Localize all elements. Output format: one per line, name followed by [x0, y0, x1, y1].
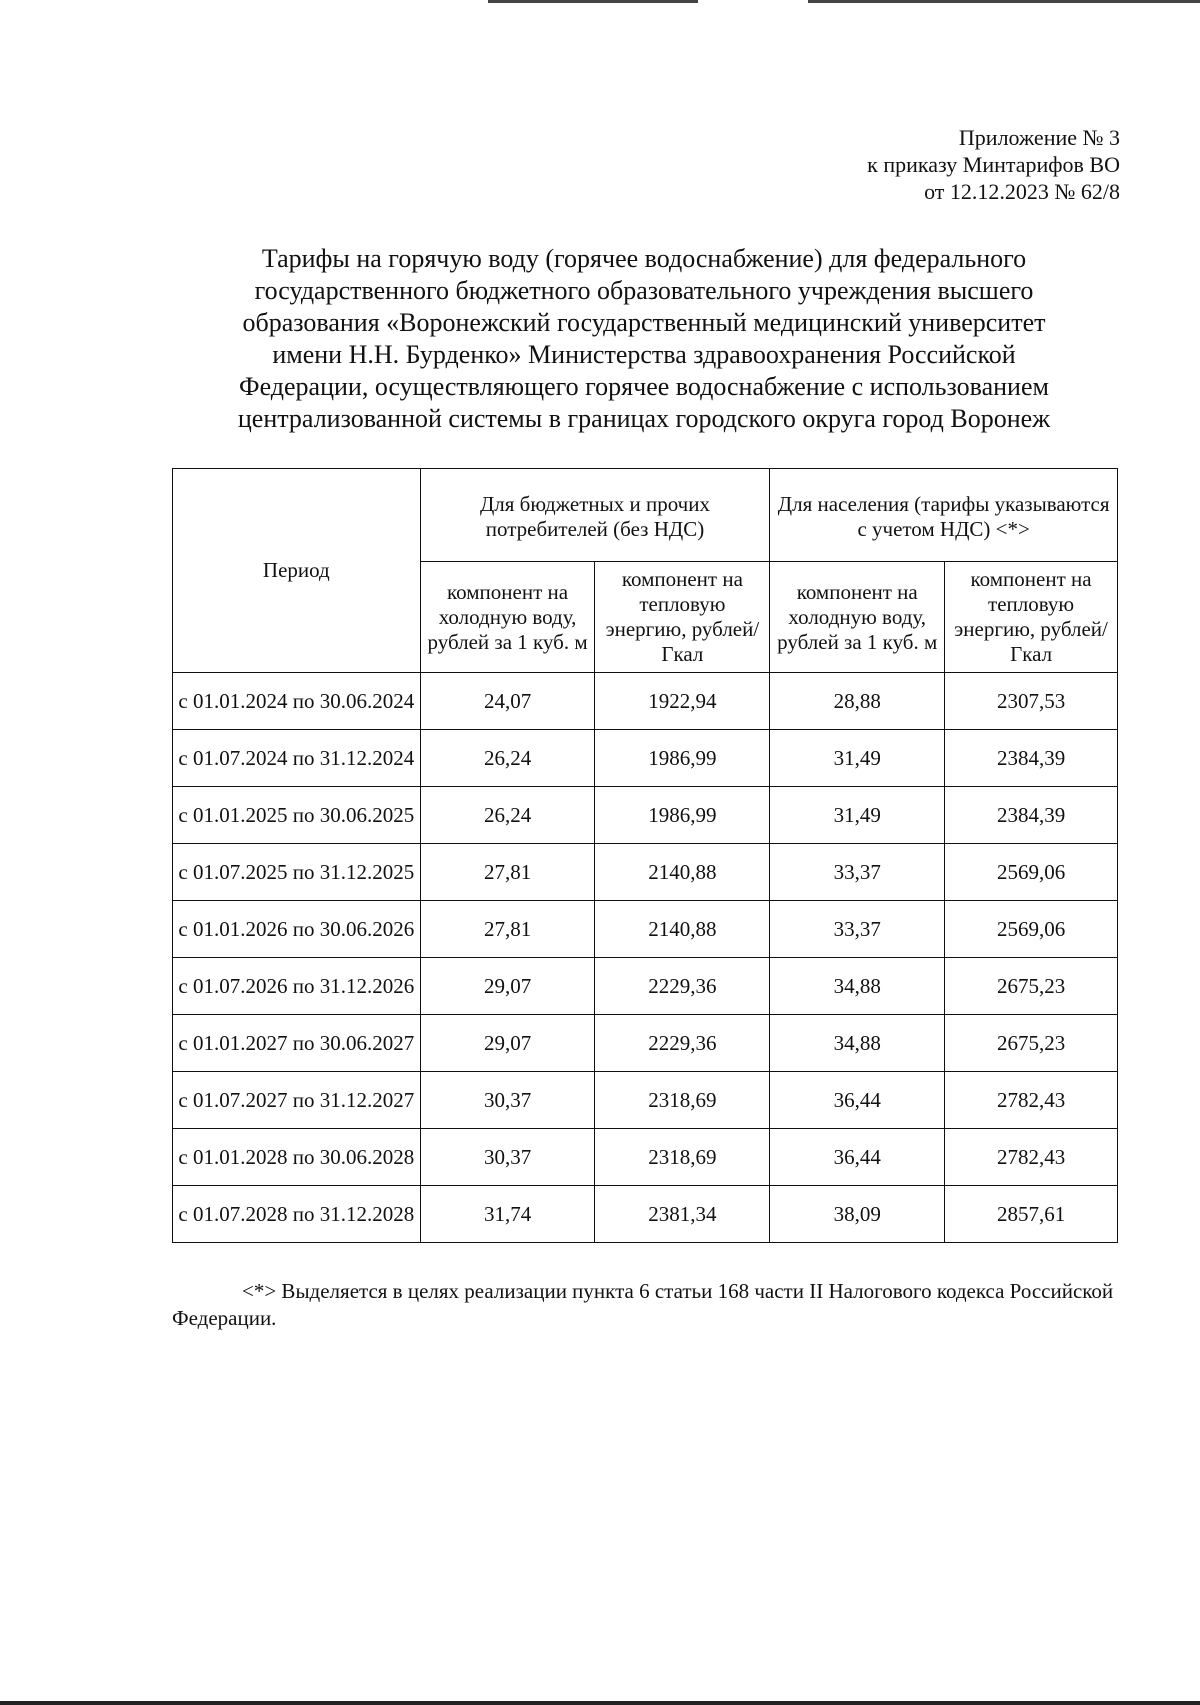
row-period: с 01.01.2028 по 30.06.2028	[173, 1129, 421, 1186]
document-title	[160, 243, 1128, 435]
title-line: Федерации, осуществляющего горячее водоснабжение с использованием	[239, 372, 1049, 401]
budget-heat-value: 1986,99	[595, 787, 770, 844]
budget-heat-value: 2229,36	[595, 958, 770, 1015]
table-row	[173, 1072, 1118, 1129]
attachment-number: Приложение № 3	[958, 125, 1120, 150]
budget-heat-value: 2140,88	[595, 901, 770, 958]
attachment-date: от 12.12.2023 № 62/8	[924, 179, 1120, 204]
scan-mark-top-right	[808, 0, 1200, 3]
population-cold-value: 31,49	[770, 787, 945, 844]
title-line: Тарифы на горячую воду (горячее водоснабжение) для федерального	[261, 244, 1027, 273]
population-heat-value: 2782,43	[945, 1072, 1118, 1129]
population-cold-value: 33,37	[770, 844, 945, 901]
budget-cold-value: 30,37	[420, 1129, 595, 1186]
budget-heat-value: 2318,69	[595, 1129, 770, 1186]
table-row	[173, 901, 1118, 958]
budget-heat-value: 2140,88	[595, 844, 770, 901]
population-heat-value: 2569,06	[945, 844, 1118, 901]
population-cold-value: 36,44	[770, 1072, 945, 1129]
population-heat-value: 2675,23	[945, 1015, 1118, 1072]
header-population-cold-water: компонент на холодную воду, рублей за 1 куб. м	[770, 562, 945, 673]
population-cold-value: 33,37	[770, 901, 945, 958]
row-period: с 01.01.2027 по 30.06.2027	[173, 1015, 421, 1072]
scan-mark-bottom	[0, 1701, 1200, 1705]
title-line: централизованной системы в границах городского округа город Воронеж	[237, 404, 1051, 433]
header-population: Для населения (тарифы указываются с учетом НДС) <*>	[770, 469, 1118, 562]
table-row	[173, 730, 1118, 787]
row-period: с 01.07.2024 по 31.12.2024	[173, 730, 421, 787]
attachment-order: к приказу Минтарифов ВО	[867, 152, 1120, 177]
budget-heat-value: 1922,94	[595, 673, 770, 730]
budget-cold-value: 29,07	[420, 958, 595, 1015]
scan-mark-top-left	[488, 0, 698, 3]
footnote: <*> Выделяется в целях реализации пункта 6 статьи 168 части II Налогового кодекса Российской Федерации.	[172, 1279, 1114, 1330]
title-line: имени Н.Н. Бурденко» Министерства здравоохранения Российской	[272, 340, 1016, 369]
budget-heat-value: 2318,69	[595, 1072, 770, 1129]
population-heat-value: 2384,39	[945, 787, 1118, 844]
header-budget-consumers: Для бюджетных и прочих потребителей (без НДС)	[420, 469, 770, 562]
row-period: с 01.07.2026 по 31.12.2026	[173, 958, 421, 1015]
header-budget-heat-energy: компонент на тепловую энергию, рублей/Гкал	[595, 562, 770, 673]
budget-cold-value: 31,74	[420, 1186, 595, 1243]
budget-heat-value: 1986,99	[595, 730, 770, 787]
population-heat-value: 2782,43	[945, 1129, 1118, 1186]
row-period: с 01.01.2024 по 30.06.2024	[173, 673, 421, 730]
row-period: с 01.07.2025 по 31.12.2025	[173, 844, 421, 901]
title-line: государственного бюджетного образовательного учреждения высшего	[254, 276, 1034, 305]
row-period: с 01.01.2026 по 30.06.2026	[173, 901, 421, 958]
population-heat-value: 2675,23	[945, 958, 1118, 1015]
row-period: с 01.01.2025 по 30.06.2025	[173, 787, 421, 844]
header-population-heat-energy: компонент на тепловую энергию, рублей/Гкал	[945, 562, 1118, 673]
row-period: с 01.07.2028 по 31.12.2028	[173, 1186, 421, 1243]
population-cold-value: 31,49	[770, 730, 945, 787]
table-row	[173, 673, 1118, 730]
population-cold-value: 36,44	[770, 1129, 945, 1186]
table-row	[173, 1186, 1118, 1243]
table-row	[173, 1129, 1118, 1186]
budget-heat-value: 2381,34	[595, 1186, 770, 1243]
title-line: образования «Воронежский государственный медицинский университет	[242, 308, 1046, 337]
population-cold-value: 28,88	[770, 673, 945, 730]
header-period: Период	[173, 469, 421, 673]
budget-cold-value: 24,07	[420, 673, 595, 730]
population-cold-value: 34,88	[770, 958, 945, 1015]
budget-cold-value: 27,81	[420, 844, 595, 901]
budget-cold-value: 30,37	[420, 1072, 595, 1129]
population-heat-value: 2857,61	[945, 1186, 1118, 1243]
budget-cold-value: 26,24	[420, 787, 595, 844]
population-cold-value: 34,88	[770, 1015, 945, 1072]
table-row	[173, 844, 1118, 901]
population-heat-value: 2384,39	[945, 730, 1118, 787]
population-cold-value: 38,09	[770, 1186, 945, 1243]
row-period: с 01.07.2027 по 31.12.2027	[173, 1072, 421, 1129]
table-row	[173, 958, 1118, 1015]
attachment-reference	[867, 124, 1120, 205]
header-budget-cold-water: компонент на холодную воду, рублей за 1 куб. м	[420, 562, 595, 673]
budget-heat-value: 2229,36	[595, 1015, 770, 1072]
budget-cold-value: 29,07	[420, 1015, 595, 1072]
table-row	[173, 787, 1118, 844]
budget-cold-value: 27,81	[420, 901, 595, 958]
tariff-table	[172, 468, 1118, 1243]
budget-cold-value: 26,24	[420, 730, 595, 787]
table-row	[173, 1015, 1118, 1072]
population-heat-value: 2569,06	[945, 901, 1118, 958]
population-heat-value: 2307,53	[945, 673, 1118, 730]
